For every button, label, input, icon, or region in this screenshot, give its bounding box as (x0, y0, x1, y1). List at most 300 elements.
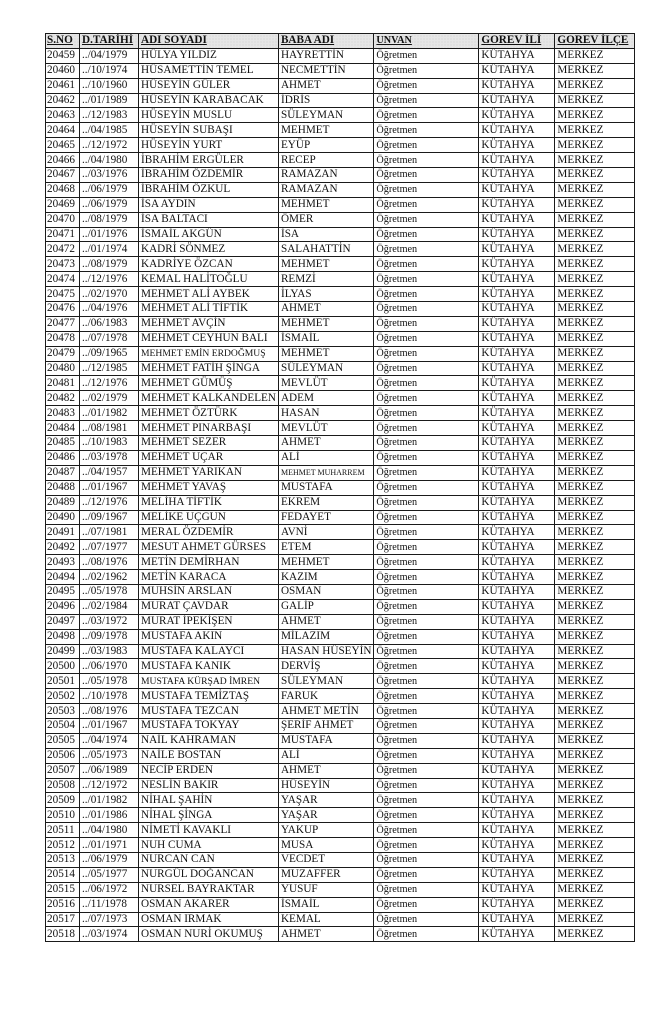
cell-father-name: İSMAİL (278, 897, 373, 912)
cell-duty-district: MERKEZ (555, 793, 635, 808)
cell-birth-date: ../09/1967 (80, 510, 139, 525)
cell-duty-province: KÜTAHYA (479, 704, 555, 719)
cell-duty-district: MERKEZ (555, 540, 635, 555)
cell-father-name: MEHMET (278, 346, 373, 361)
cell-duty-district: MERKEZ (555, 138, 635, 153)
cell-sno: 20494 (46, 570, 80, 585)
table-row (46, 376, 635, 391)
header-father-name: BABA ADI (278, 34, 373, 49)
cell-duty-province: KÜTAHYA (479, 659, 555, 674)
cell-duty-province: KÜTAHYA (479, 480, 555, 495)
cell-title: Öğretmen (374, 168, 479, 183)
cell-birth-date: ../08/1976 (80, 555, 139, 570)
table-row (46, 495, 635, 510)
cell-duty-district: MERKEZ (555, 331, 635, 346)
cell-duty-district: MERKEZ (555, 614, 635, 629)
cell-full-name: MUSTAFA KANIK (139, 659, 279, 674)
cell-duty-province: KÜTAHYA (479, 93, 555, 108)
cell-duty-district: MERKEZ (555, 480, 635, 495)
cell-birth-date: ../07/1973 (80, 912, 139, 927)
table-row (46, 659, 635, 674)
cell-father-name: EYÜP (278, 138, 373, 153)
cell-duty-province: KÜTAHYA (479, 882, 555, 897)
cell-father-name: MUZAFFER (278, 867, 373, 882)
cell-duty-district: MERKEZ (555, 510, 635, 525)
cell-duty-district: MERKEZ (555, 867, 635, 882)
cell-title: Öğretmen (374, 689, 479, 704)
cell-full-name: İBRAHİM ERGÜLER (139, 153, 279, 168)
cell-birth-date: ../03/1976 (80, 168, 139, 183)
cell-father-name: KEMAL (278, 912, 373, 927)
table-row (46, 212, 635, 227)
cell-sno: 20502 (46, 689, 80, 704)
cell-sno: 20469 (46, 197, 80, 212)
cell-full-name: İBRAHİM ÖZKUL (139, 182, 279, 197)
cell-duty-province: KÜTAHYA (479, 748, 555, 763)
table-row (46, 540, 635, 555)
cell-full-name: NAİL KAHRAMAN (139, 733, 279, 748)
table-row (46, 793, 635, 808)
cell-duty-province: KÜTAHYA (479, 287, 555, 302)
cell-full-name: MUSTAFA TEMİZTAŞ (139, 689, 279, 704)
table-row (46, 227, 635, 242)
table-row (46, 927, 635, 942)
table-row (46, 480, 635, 495)
cell-sno: 20500 (46, 659, 80, 674)
cell-duty-district: MERKEZ (555, 406, 635, 421)
cell-birth-date: ../04/1976 (80, 302, 139, 317)
cell-duty-district: MERKEZ (555, 391, 635, 406)
cell-full-name: MEHMET SEZER (139, 436, 279, 451)
cell-sno: 20482 (46, 391, 80, 406)
cell-birth-date: ../01/1982 (80, 793, 139, 808)
table-row (46, 421, 635, 436)
cell-duty-district: MERKEZ (555, 495, 635, 510)
cell-duty-district: MERKEZ (555, 78, 635, 93)
cell-father-name: İSA (278, 227, 373, 242)
cell-birth-date: ../06/1979 (80, 197, 139, 212)
cell-full-name: HÜSEYİN YURT (139, 138, 279, 153)
cell-full-name: MESUT AHMET GÜRSES (139, 540, 279, 555)
cell-title: Öğretmen (374, 78, 479, 93)
cell-duty-district: MERKEZ (555, 227, 635, 242)
cell-birth-date: ../03/1978 (80, 450, 139, 465)
cell-duty-province: KÜTAHYA (479, 927, 555, 942)
cell-father-name: NECMETTİN (278, 63, 373, 78)
cell-title: Öğretmen (374, 287, 479, 302)
cell-birth-date: ../01/1976 (80, 227, 139, 242)
cell-birth-date: ../11/1978 (80, 897, 139, 912)
cell-duty-district: MERKEZ (555, 852, 635, 867)
cell-duty-province: KÜTAHYA (479, 361, 555, 376)
cell-duty-district: MERKEZ (555, 302, 635, 317)
cell-sno: 20462 (46, 93, 80, 108)
cell-duty-province: KÜTAHYA (479, 406, 555, 421)
cell-birth-date: ../06/1972 (80, 882, 139, 897)
cell-sno: 20497 (46, 614, 80, 629)
cell-father-name: GALİP (278, 599, 373, 614)
cell-title: Öğretmen (374, 242, 479, 257)
cell-birth-date: ../06/1979 (80, 852, 139, 867)
cell-duty-province: KÜTAHYA (479, 778, 555, 793)
cell-birth-date: ../12/1976 (80, 376, 139, 391)
cell-full-name: MEHMET KALKANDELEN (139, 391, 279, 406)
table-row (46, 391, 635, 406)
cell-duty-province: KÜTAHYA (479, 212, 555, 227)
cell-duty-district: MERKEZ (555, 555, 635, 570)
table-row (46, 867, 635, 882)
table-row (46, 510, 635, 525)
table-row (46, 331, 635, 346)
cell-title: Öğretmen (374, 93, 479, 108)
table-row (46, 302, 635, 317)
cell-sno: 20474 (46, 272, 80, 287)
cell-sno: 20480 (46, 361, 80, 376)
table-row (46, 897, 635, 912)
cell-full-name: KEMAL HALİTOĞLU (139, 272, 279, 287)
cell-birth-date: ../08/1979 (80, 212, 139, 227)
cell-father-name: ETEM (278, 540, 373, 555)
cell-title: Öğretmen (374, 644, 479, 659)
table-row (46, 93, 635, 108)
cell-full-name: NİMETİ KAVAKLI (139, 823, 279, 838)
cell-duty-district: MERKEZ (555, 123, 635, 138)
cell-title: Öğretmen (374, 302, 479, 317)
cell-full-name: MUSTAFA KALAYCI (139, 644, 279, 659)
cell-title: Öğretmen (374, 406, 479, 421)
table-row (46, 912, 635, 927)
cell-father-name: KAZIM (278, 570, 373, 585)
cell-sno: 20499 (46, 644, 80, 659)
cell-birth-date: ../05/1978 (80, 584, 139, 599)
cell-father-name: YAKUP (278, 823, 373, 838)
cell-title: Öğretmen (374, 212, 479, 227)
cell-father-name: AHMET METİN (278, 704, 373, 719)
cell-sno: 20476 (46, 302, 80, 317)
table-row (46, 346, 635, 361)
cell-father-name: OSMAN (278, 584, 373, 599)
cell-title: Öğretmen (374, 838, 479, 853)
cell-birth-date: ../02/1979 (80, 391, 139, 406)
cell-duty-province: KÜTAHYA (479, 763, 555, 778)
cell-sno: 20467 (46, 168, 80, 183)
cell-duty-province: KÜTAHYA (479, 510, 555, 525)
cell-father-name: SÜLEYMAN (278, 674, 373, 689)
cell-father-name: SÜLEYMAN (278, 108, 373, 123)
cell-father-name: MEHMET (278, 257, 373, 272)
table-row (46, 763, 635, 778)
cell-birth-date: ../10/1974 (80, 63, 139, 78)
cell-birth-date: ../04/1979 (80, 48, 139, 63)
cell-title: Öğretmen (374, 495, 479, 510)
cell-birth-date: ../01/1982 (80, 406, 139, 421)
cell-sno: 20471 (46, 227, 80, 242)
cell-father-name: MİLAZIM (278, 629, 373, 644)
cell-title: Öğretmen (374, 138, 479, 153)
cell-father-name: YAŞAR (278, 808, 373, 823)
cell-duty-province: KÜTAHYA (479, 525, 555, 540)
cell-duty-province: KÜTAHYA (479, 153, 555, 168)
cell-title: Öğretmen (374, 555, 479, 570)
cell-sno: 20503 (46, 704, 80, 719)
cell-title: Öğretmen (374, 316, 479, 331)
cell-sno: 20493 (46, 555, 80, 570)
cell-father-name: REMZİ (278, 272, 373, 287)
cell-title: Öğretmen (374, 257, 479, 272)
cell-title: Öğretmen (374, 436, 479, 451)
cell-duty-district: MERKEZ (555, 197, 635, 212)
cell-sno: 20507 (46, 763, 80, 778)
cell-father-name: MEHMET (278, 316, 373, 331)
cell-full-name: MEHMET FATİH ŞİNGA (139, 361, 279, 376)
cell-duty-province: KÜTAHYA (479, 793, 555, 808)
cell-father-name: HÜSEYİN (278, 778, 373, 793)
cell-title: Öğretmen (374, 465, 479, 480)
cell-title: Öğretmen (374, 897, 479, 912)
cell-title: Öğretmen (374, 331, 479, 346)
cell-title: Öğretmen (374, 808, 479, 823)
cell-birth-date: ../06/1983 (80, 316, 139, 331)
cell-duty-district: MERKEZ (555, 63, 635, 78)
cell-sno: 20481 (46, 376, 80, 391)
cell-sno: 20473 (46, 257, 80, 272)
cell-birth-date: ../04/1974 (80, 733, 139, 748)
cell-duty-province: KÜTAHYA (479, 495, 555, 510)
table-row (46, 718, 635, 733)
cell-sno: 20490 (46, 510, 80, 525)
cell-full-name: HÜLYA YILDIZ (139, 48, 279, 63)
cell-full-name: HÜSEYİN GÜLER (139, 78, 279, 93)
cell-father-name: İDRİS (278, 93, 373, 108)
cell-title: Öğretmen (374, 182, 479, 197)
cell-full-name: KADRİ SÖNMEZ (139, 242, 279, 257)
cell-sno: 20510 (46, 808, 80, 823)
cell-full-name: MURAT İPEKİŞEN (139, 614, 279, 629)
cell-full-name: OSMAN NURİ OKUMUŞ (139, 927, 279, 942)
cell-full-name: OSMAN AKARER (139, 897, 279, 912)
cell-title: Öğretmen (374, 629, 479, 644)
cell-father-name: FARUK (278, 689, 373, 704)
cell-full-name: KADRİYE ÖZCAN (139, 257, 279, 272)
table-row (46, 852, 635, 867)
cell-full-name: MEHMET YAVAŞ (139, 480, 279, 495)
table-row (46, 242, 635, 257)
cell-title: Öğretmen (374, 108, 479, 123)
cell-duty-district: MERKEZ (555, 361, 635, 376)
cell-duty-district: MERKEZ (555, 674, 635, 689)
cell-full-name: HÜSEYİN KARABACAK (139, 93, 279, 108)
cell-birth-date: ../01/1971 (80, 838, 139, 853)
header-duty-district: GOREV İLÇE (555, 34, 635, 49)
cell-full-name: NİHAL ŞAHİN (139, 793, 279, 808)
cell-father-name: RAMAZAN (278, 168, 373, 183)
cell-duty-district: MERKEZ (555, 272, 635, 287)
cell-title: Öğretmen (374, 480, 479, 495)
table-row (46, 674, 635, 689)
cell-title: Öğretmen (374, 718, 479, 733)
cell-duty-province: KÜTAHYA (479, 584, 555, 599)
cell-duty-province: KÜTAHYA (479, 376, 555, 391)
cell-title: Öğretmen (374, 227, 479, 242)
cell-duty-district: MERKEZ (555, 48, 635, 63)
cell-sno: 20492 (46, 540, 80, 555)
cell-birth-date: ../01/1974 (80, 242, 139, 257)
table-row (46, 704, 635, 719)
cell-duty-district: MERKEZ (555, 733, 635, 748)
cell-duty-province: KÜTAHYA (479, 108, 555, 123)
cell-father-name: İLYAS (278, 287, 373, 302)
cell-sno: 20498 (46, 629, 80, 644)
cell-birth-date: ../05/1977 (80, 867, 139, 882)
cell-duty-province: KÜTAHYA (479, 555, 555, 570)
cell-birth-date: ../04/1980 (80, 823, 139, 838)
table-row (46, 465, 635, 480)
table-row (46, 123, 635, 138)
cell-birth-date: ../04/1980 (80, 153, 139, 168)
cell-birth-date: ../12/1972 (80, 778, 139, 793)
cell-father-name: DERVİŞ (278, 659, 373, 674)
table-row (46, 436, 635, 451)
table-row (46, 629, 635, 644)
cell-birth-date: ../09/1978 (80, 629, 139, 644)
cell-duty-province: KÜTAHYA (479, 436, 555, 451)
cell-father-name: AHMET (278, 302, 373, 317)
cell-duty-province: KÜTAHYA (479, 852, 555, 867)
cell-sno: 20475 (46, 287, 80, 302)
cell-duty-district: MERKEZ (555, 808, 635, 823)
cell-sno: 20509 (46, 793, 80, 808)
cell-father-name: ŞERİF AHMET (278, 718, 373, 733)
cell-full-name: MEHMET UÇAR (139, 450, 279, 465)
cell-sno: 20461 (46, 78, 80, 93)
cell-father-name: MEHMET (278, 123, 373, 138)
cell-father-name: ADEM (278, 391, 373, 406)
table-row (46, 197, 635, 212)
cell-full-name: MUSTAFA TEZCAN (139, 704, 279, 719)
cell-birth-date: ../01/1986 (80, 808, 139, 823)
cell-sno: 20513 (46, 852, 80, 867)
table-row (46, 361, 635, 376)
cell-duty-district: MERKEZ (555, 287, 635, 302)
table-header-row (46, 34, 635, 49)
cell-full-name: NESLİN BAKIR (139, 778, 279, 793)
table-row (46, 584, 635, 599)
cell-father-name: MUSA (278, 838, 373, 853)
cell-sno: 20489 (46, 495, 80, 510)
cell-full-name: MEHMET YARIKAN (139, 465, 279, 480)
cell-duty-province: KÜTAHYA (479, 257, 555, 272)
table-row (46, 450, 635, 465)
table-row (46, 614, 635, 629)
cell-sno: 20505 (46, 733, 80, 748)
cell-full-name: MEHMET ALİ TİFTİK (139, 302, 279, 317)
table-row (46, 406, 635, 421)
cell-duty-province: KÜTAHYA (479, 78, 555, 93)
header-title: UNVAN (374, 34, 479, 49)
cell-duty-province: KÜTAHYA (479, 897, 555, 912)
cell-sno: 20504 (46, 718, 80, 733)
cell-birth-date: ../10/1960 (80, 78, 139, 93)
cell-full-name: MEHMET ÖZTÜRK (139, 406, 279, 421)
cell-birth-date: ../06/1989 (80, 763, 139, 778)
cell-birth-date: ../12/1972 (80, 138, 139, 153)
cell-duty-province: KÜTAHYA (479, 823, 555, 838)
cell-birth-date: ../12/1983 (80, 108, 139, 123)
cell-duty-district: MERKEZ (555, 421, 635, 436)
cell-title: Öğretmen (374, 778, 479, 793)
cell-birth-date: ../03/1972 (80, 614, 139, 629)
cell-birth-date: ../03/1974 (80, 927, 139, 942)
table-row (46, 63, 635, 78)
table-row (46, 168, 635, 183)
cell-father-name: MUSTAFA (278, 480, 373, 495)
cell-duty-district: MERKEZ (555, 168, 635, 183)
cell-sno: 20506 (46, 748, 80, 763)
cell-duty-province: KÜTAHYA (479, 331, 555, 346)
cell-duty-province: KÜTAHYA (479, 689, 555, 704)
table-row (46, 882, 635, 897)
cell-duty-province: KÜTAHYA (479, 272, 555, 287)
table-row (46, 748, 635, 763)
cell-duty-province: KÜTAHYA (479, 391, 555, 406)
cell-title: Öğretmen (374, 570, 479, 585)
cell-full-name: MURAT ÇAVDAR (139, 599, 279, 614)
cell-sno: 20463 (46, 108, 80, 123)
cell-duty-province: KÜTAHYA (479, 346, 555, 361)
cell-father-name: YAŞAR (278, 793, 373, 808)
cell-full-name: MEHMET GÜMÜŞ (139, 376, 279, 391)
cell-title: Öğretmen (374, 123, 479, 138)
cell-title: Öğretmen (374, 421, 479, 436)
cell-title: Öğretmen (374, 361, 479, 376)
cell-title: Öğretmen (374, 346, 479, 361)
cell-duty-district: MERKEZ (555, 718, 635, 733)
cell-duty-province: KÜTAHYA (479, 465, 555, 480)
cell-duty-province: KÜTAHYA (479, 808, 555, 823)
cell-birth-date: ../09/1965 (80, 346, 139, 361)
cell-duty-district: MERKEZ (555, 108, 635, 123)
cell-duty-province: KÜTAHYA (479, 63, 555, 78)
cell-sno: 20511 (46, 823, 80, 838)
cell-sno: 20465 (46, 138, 80, 153)
table-row (46, 778, 635, 793)
table-row (46, 257, 635, 272)
cell-birth-date: ../07/1981 (80, 525, 139, 540)
cell-duty-district: MERKEZ (555, 763, 635, 778)
cell-duty-district: MERKEZ (555, 93, 635, 108)
table-row (46, 823, 635, 838)
cell-duty-district: MERKEZ (555, 644, 635, 659)
cell-title: Öğretmen (374, 584, 479, 599)
cell-full-name: NAİLE BOSTAN (139, 748, 279, 763)
cell-birth-date: ../02/1962 (80, 570, 139, 585)
cell-full-name: NUH CUMA (139, 838, 279, 853)
cell-duty-district: MERKEZ (555, 450, 635, 465)
cell-father-name: HASAN (278, 406, 373, 421)
cell-duty-district: MERKEZ (555, 689, 635, 704)
cell-father-name: AHMET (278, 78, 373, 93)
cell-birth-date: ../12/1985 (80, 361, 139, 376)
table-row (46, 108, 635, 123)
cell-full-name: HÜSEYİN MUSLU (139, 108, 279, 123)
cell-birth-date: ../02/1984 (80, 599, 139, 614)
cell-duty-province: KÜTAHYA (479, 570, 555, 585)
cell-duty-province: KÜTAHYA (479, 614, 555, 629)
cell-sno: 20459 (46, 48, 80, 63)
cell-full-name: NİHAL ŞİNGA (139, 808, 279, 823)
cell-duty-district: MERKEZ (555, 570, 635, 585)
cell-duty-province: KÜTAHYA (479, 718, 555, 733)
